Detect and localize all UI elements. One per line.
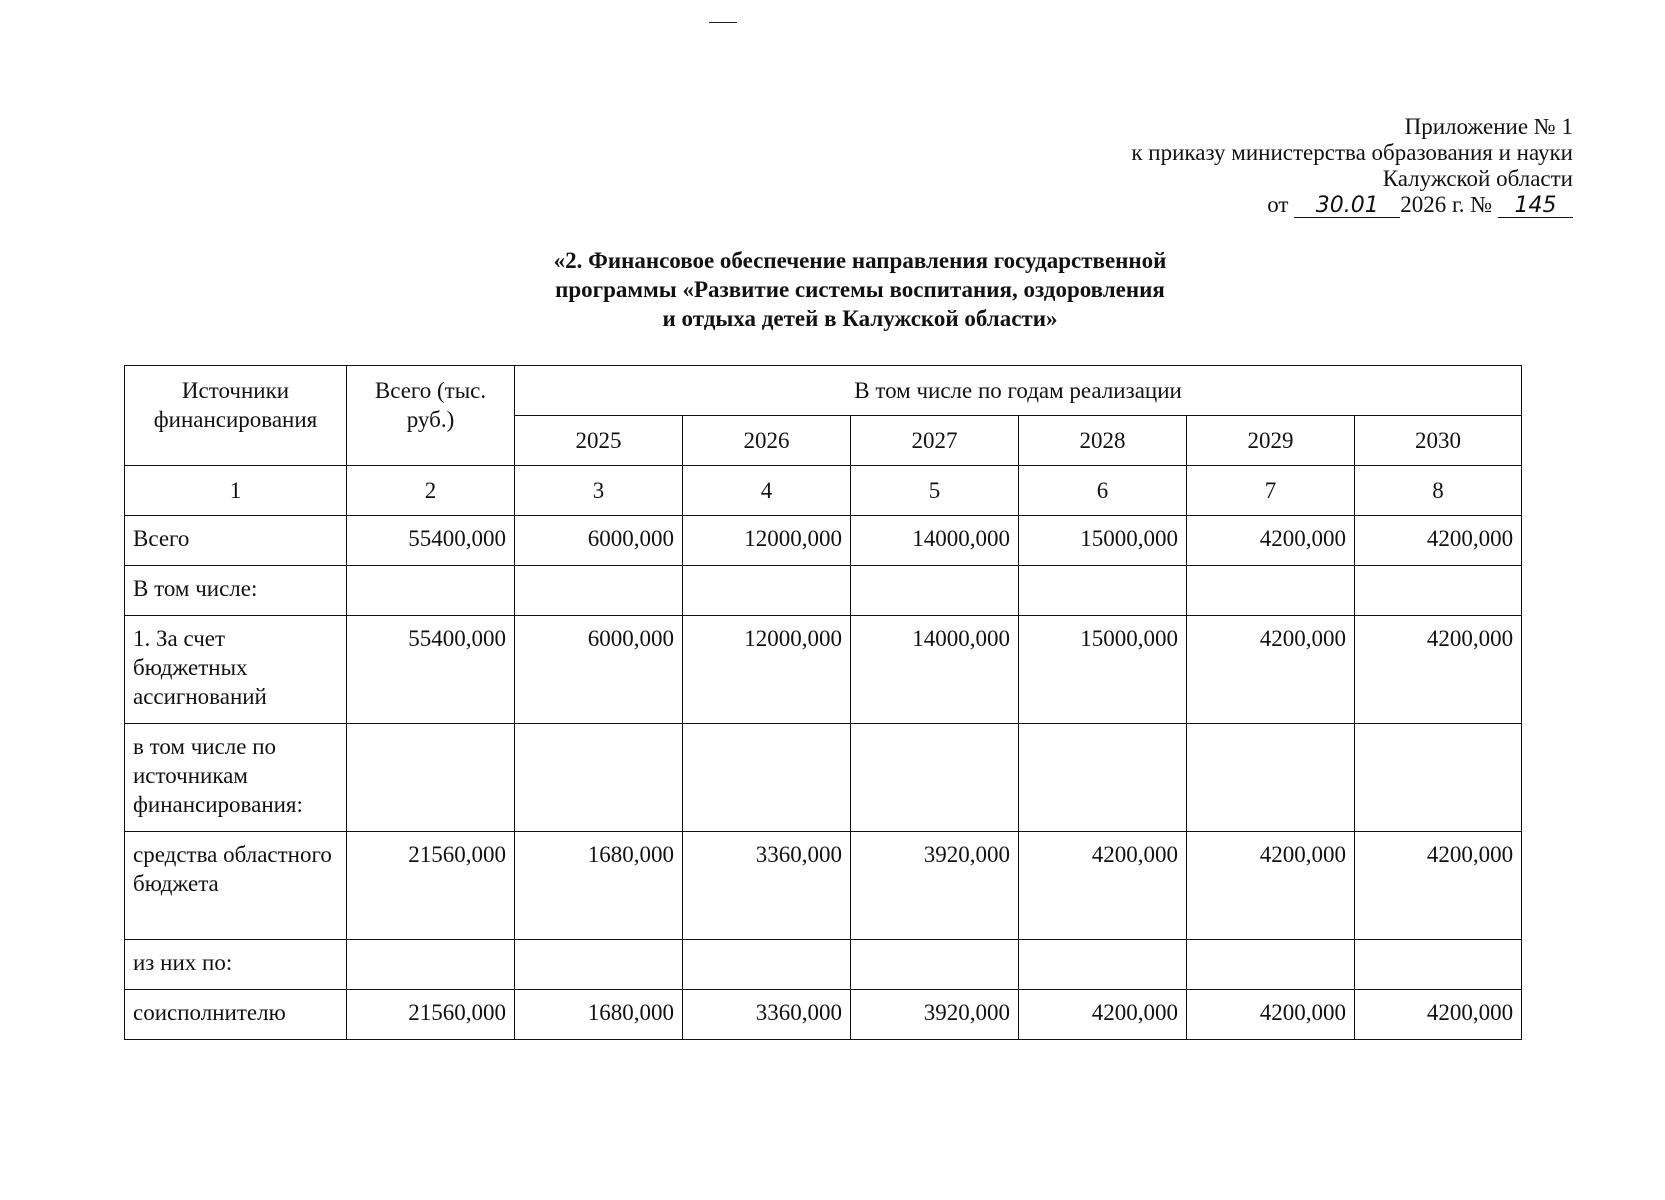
header-year: 2028 [1019, 416, 1187, 466]
value-cell [1019, 724, 1187, 832]
value-cell [683, 724, 851, 832]
annex-title: Приложение № 1 [1404, 114, 1573, 139]
header-by-years: В том числе по годам реализации [515, 366, 1522, 416]
table-row [125, 832, 1522, 940]
header-row-top [125, 366, 1522, 416]
row-label: соисполнителю [125, 990, 347, 1040]
value-cell: 4200,000 [1355, 516, 1522, 566]
value-cell: 12000,000 [683, 516, 851, 566]
value-cell [1019, 566, 1187, 616]
table-row [125, 566, 1522, 616]
row-label: 1. За счет бюджетных ассигнований [125, 616, 347, 724]
value-cell [851, 724, 1019, 832]
header-year: 2027 [851, 416, 1019, 466]
row-label: Всего [125, 516, 347, 566]
value-cell: 21560,000 [347, 832, 515, 940]
value-cell [347, 724, 515, 832]
handwritten-date: 30.01 [1294, 195, 1400, 218]
annex-region: Калужской области [1382, 166, 1573, 191]
value-cell [1355, 724, 1522, 832]
annex-date-line [1131, 192, 1573, 218]
value-cell: 21560,000 [347, 990, 515, 1040]
row-label: из них по: [125, 940, 347, 990]
title-line-1: «2. Финансовое обеспечение направления государственной [553, 248, 1167, 273]
value-cell: 4200,000 [1019, 832, 1187, 940]
value-cell: 4200,000 [1187, 990, 1355, 1040]
value-cell: 15000,000 [1019, 516, 1187, 566]
value-cell: 4200,000 [1187, 832, 1355, 940]
value-cell: 1680,000 [515, 832, 683, 940]
value-cell: 4200,000 [1187, 516, 1355, 566]
title-line-2: программы «Развитие системы воспитания, оздоровления [555, 277, 1165, 302]
value-cell [1019, 940, 1187, 990]
table-row [125, 724, 1522, 832]
row-label: В том числе: [125, 566, 347, 616]
value-cell: 14000,000 [851, 616, 1019, 724]
annex-order-reference: к приказу министерства образования и науки [1131, 140, 1573, 165]
column-number: 3 [515, 466, 683, 516]
table-row [125, 990, 1522, 1040]
title-line-3: и отдыха детей в Калужской области» [662, 306, 1058, 331]
value-cell: 14000,000 [851, 516, 1019, 566]
value-cell [515, 940, 683, 990]
annex-block [1131, 114, 1573, 218]
value-cell [683, 940, 851, 990]
value-cell: 3920,000 [851, 990, 1019, 1040]
column-number: 2 [347, 466, 515, 516]
value-cell [683, 566, 851, 616]
value-cell [347, 940, 515, 990]
value-cell: 4200,000 [1187, 616, 1355, 724]
value-cell [1355, 566, 1522, 616]
column-number-row [125, 466, 1522, 516]
document-title [340, 246, 1380, 333]
column-number: 5 [851, 466, 1019, 516]
value-cell: 4200,000 [1355, 990, 1522, 1040]
value-cell [1187, 940, 1355, 990]
column-number: 7 [1187, 466, 1355, 516]
value-cell: 3360,000 [683, 832, 851, 940]
value-cell: 15000,000 [1019, 616, 1187, 724]
header-sources: Источники финансирования [125, 366, 347, 466]
header-year: 2029 [1187, 416, 1355, 466]
value-cell: 4200,000 [1019, 990, 1187, 1040]
column-number: 6 [1019, 466, 1187, 516]
table-row [125, 516, 1522, 566]
header-total: Всего (тыс. руб.) [347, 366, 515, 466]
value-cell [851, 566, 1019, 616]
financing-table [124, 365, 1522, 1040]
column-number: 8 [1355, 466, 1522, 516]
table-row [125, 940, 1522, 990]
handwritten-order-number: 145 [1498, 195, 1573, 218]
value-cell [1187, 566, 1355, 616]
header-year: 2025 [515, 416, 683, 466]
row-label: в том числе по источникам финансирования: [125, 724, 347, 832]
header-year: 2030 [1355, 416, 1522, 466]
value-cell: 6000,000 [515, 516, 683, 566]
value-cell: 4200,000 [1355, 616, 1522, 724]
value-cell: 3360,000 [683, 990, 851, 1040]
value-cell: 6000,000 [515, 616, 683, 724]
value-cell [1187, 724, 1355, 832]
value-cell: 4200,000 [1355, 832, 1522, 940]
value-cell: 55400,000 [347, 516, 515, 566]
column-number: 1 [125, 466, 347, 516]
value-cell [515, 724, 683, 832]
value-cell: 12000,000 [683, 616, 851, 724]
value-cell: 55400,000 [347, 616, 515, 724]
column-number: 4 [683, 466, 851, 516]
value-cell [515, 566, 683, 616]
top-mark-line [709, 22, 737, 23]
value-cell [347, 566, 515, 616]
value-cell: 1680,000 [515, 990, 683, 1040]
value-cell [851, 940, 1019, 990]
value-cell [1355, 940, 1522, 990]
date-prefix: от [1267, 192, 1289, 217]
year-text: 2026 г. № [1400, 192, 1493, 217]
value-cell: 3920,000 [851, 832, 1019, 940]
header-year: 2026 [683, 416, 851, 466]
table-row [125, 616, 1522, 724]
row-label: средства областного бюджета [125, 832, 347, 940]
